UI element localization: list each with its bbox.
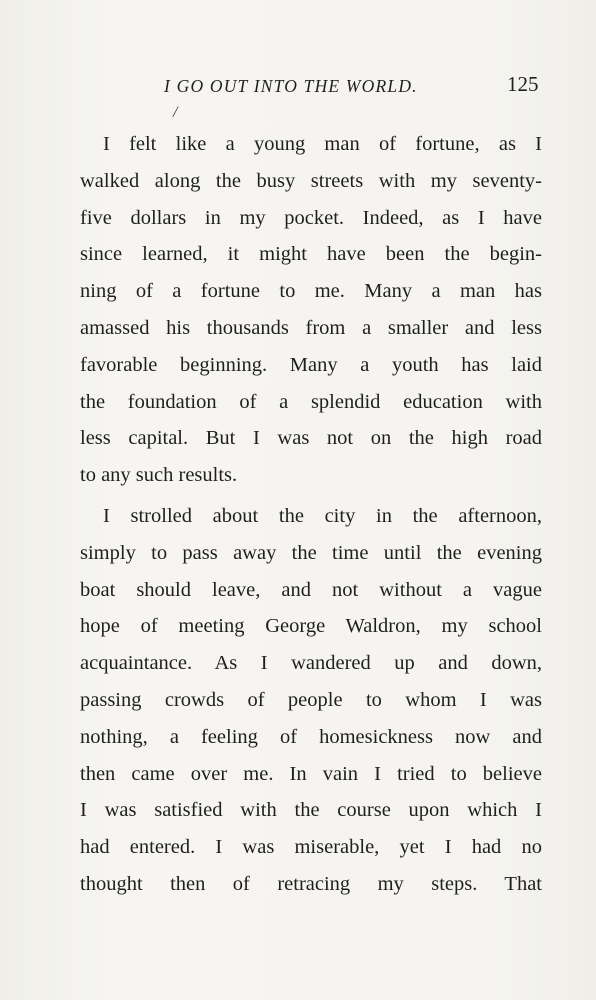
text-line: less capital. But I was not on the high road (80, 427, 542, 450)
paragraph-1 (80, 126, 542, 494)
stray-ink-mark: / (173, 104, 178, 121)
text-line: five dollars in my pocket. Indeed, as I have (80, 206, 542, 229)
text-line: I strolled about the city in the afternoon, (103, 504, 542, 527)
text-line: to any such results. (80, 464, 238, 487)
text-line: since learned, it might have been the begin- (80, 243, 542, 266)
text-line: boat should leave, and not without a vague (80, 578, 542, 601)
text-line: thought then of retracing my steps. That (80, 872, 542, 895)
text-line: passing crowds of people to whom I was (80, 688, 542, 711)
text-line: simply to pass away the time until the evening (80, 541, 542, 564)
text-line: then came over me. In vain I tried to believe (80, 762, 542, 785)
paragraph-2 (80, 498, 542, 903)
text-line: acquaintance. As I wandered up and down, (80, 652, 542, 675)
running-title: I GO OUT INTO THE WORLD. (164, 76, 418, 96)
page-number: 125 (507, 72, 539, 96)
body-text (80, 126, 542, 903)
running-head (0, 70, 596, 102)
text-line: favorable beginning. Many a youth has laid (80, 353, 542, 376)
text-line: hope of meeting George Waldron, my school (80, 615, 542, 638)
text-line: amassed his thousands from a smaller and less (80, 316, 542, 339)
text-line: the foundation of a splendid education with (80, 390, 542, 413)
text-line: ning of a fortune to me. Many a man has (80, 280, 542, 303)
text-line: I felt like a young man of fortune, as I (103, 133, 542, 155)
text-line: I was satisfied with the course upon which I (80, 799, 542, 822)
text-line: walked along the busy streets with my seventy- (80, 169, 542, 192)
text-line: nothing, a feeling of homesickness now and (80, 725, 542, 748)
text-line: had entered. I was miserable, yet I had no (80, 836, 542, 859)
